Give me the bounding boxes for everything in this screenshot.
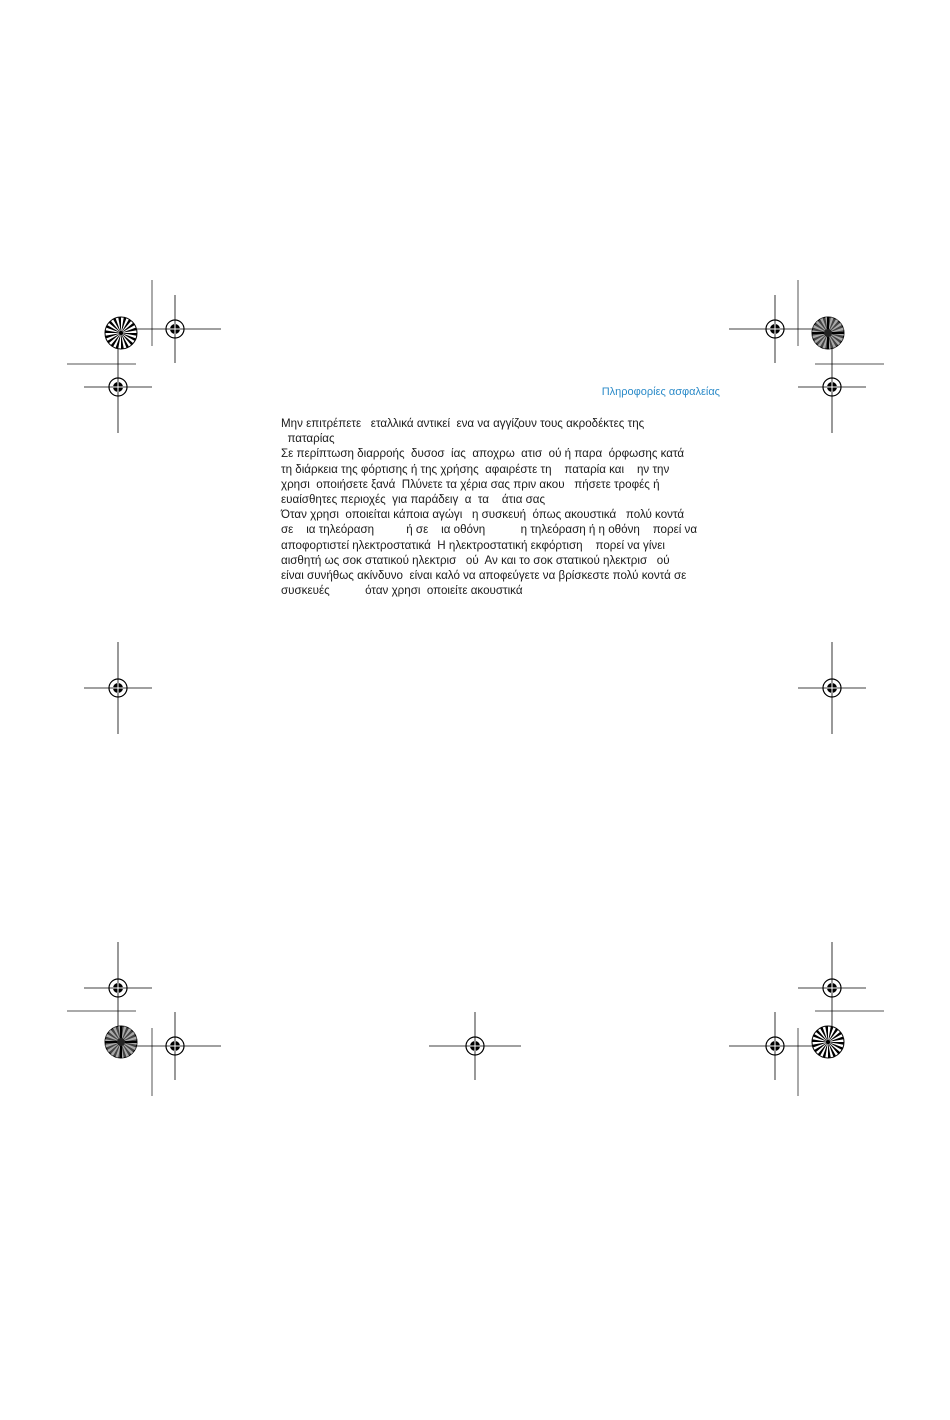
- text-line: ευαίσθητες περιοχές για παράδειγ α τα άτια σας: [281, 493, 546, 507]
- registration-mark-icon: [84, 642, 152, 734]
- registration-mark-icon: [729, 295, 821, 363]
- registration-mark-icon: [129, 1012, 221, 1080]
- crop-lines: [67, 280, 884, 1096]
- registration-mark-icon: [798, 942, 866, 1034]
- starburst-target-icon: [105, 317, 137, 349]
- checker-target-icon: [812, 317, 844, 349]
- checker-target-icon: [105, 1026, 137, 1058]
- text-line: αποφορτιστεί ηλεκτροστατικά Η ηλεκτροστατική εκφόρτιση πορεί να γίνει: [281, 538, 665, 552]
- text-line: σε ια τηλεόραση ή σε ια οθόνη η τηλεόραση ή η οθόνη πορεί να: [281, 523, 698, 537]
- registration-mark-icon: [84, 942, 152, 1034]
- text-line: Μην επιτρέπετε εταλλικά αντικεί ενα να αγγίζουν τους ακροδέκτες της: [281, 417, 645, 430]
- registration-mark-icon: [798, 341, 866, 433]
- text-line: αισθητή ως σοκ στατικού ηλεκτρισ ού Αν και το σοκ στατικού ηλεκτρισ ού: [281, 553, 670, 567]
- registration-mark-icon: [729, 1012, 821, 1080]
- registration-mark-icon: [429, 1012, 521, 1080]
- registration-mark-icon: [129, 295, 221, 363]
- registration-mark-icon: [84, 341, 152, 433]
- text-line: παταρίας: [281, 432, 335, 446]
- registration-mark-icon: [798, 642, 866, 734]
- text-line: τη διάρκεια της φόρτισης ή της χρήσης αφαιρέστε τη παταρία και ην την: [281, 462, 670, 476]
- text-line: είναι συνήθως ακίνδυνο είναι καλό να αποφεύγετε να βρίσκεστε πολύ κοντά σε: [281, 569, 687, 583]
- text-line: Όταν χρησι οποιείται κάποια αγώγι η συσκευή όπως ακουστικά πολύ κοντά: [281, 508, 685, 522]
- text-line: χρησι οποιήσετε ξανά Πλύνετε τα χέρια σας πριν ακου πήσετε τροφές ή: [281, 477, 660, 491]
- text-line: Σε περίπτωση διαρροής δυσοσ ίας αποχρω ατισ ού ή παρα όρφωσης κατά: [281, 447, 685, 461]
- safety-text-block: [281, 416, 743, 598]
- section-title: Πληροφορίες ασφαλείας: [601, 386, 720, 398]
- text-line: συσκευές όταν χρησι οποιείτε ακουστικά: [281, 584, 523, 598]
- starburst-target-icon: [812, 1026, 844, 1058]
